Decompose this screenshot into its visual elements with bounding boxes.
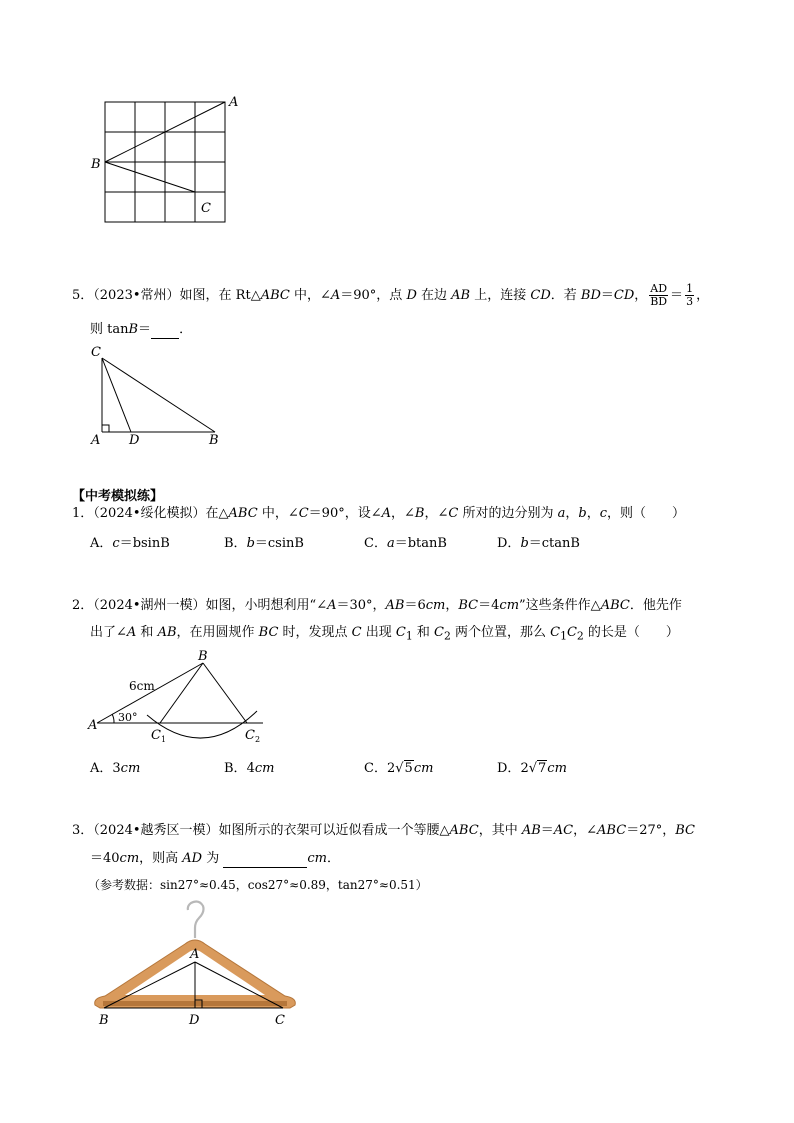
q5-line1: 5．（2023•常州）如图，在 Rt△ABC 中，∠A＝90°，点 D 在边 AB 上，连接 CD．若 BD＝CD， $\frac{AD}{BD}$ ＝ $\frac{1}{3}$ ， (72, 282, 710, 308)
grid-label-a: A (229, 95, 239, 110)
q3-reference-data: （参考数据：sin27°≈0.45，cos27°≈0.89，tan27°≈0.51） (88, 878, 428, 892)
q5-label-a: A (91, 433, 101, 448)
q1-option-b[interactable]: B．b＝csinB (224, 536, 304, 551)
q3-answer-blank[interactable] (223, 849, 307, 868)
grid-figure (85, 92, 245, 232)
q2-sqrt7: √7 (528, 761, 547, 776)
q5-line2: 则 tanB＝ ． (90, 322, 193, 337)
q3-label-a: A (190, 947, 200, 962)
q2-option-b[interactable]: B．4cm (224, 761, 275, 776)
q3-stem-line2: ＝40cm，则高 AD 为 cm． (90, 851, 340, 866)
q5-label-b: B (209, 433, 219, 448)
q3-label-b: B (99, 1013, 109, 1028)
q3-label-c: C (275, 1013, 285, 1028)
q1-option-d[interactable]: D．b＝ctanB (497, 536, 580, 551)
q5-label-d: D (129, 433, 140, 448)
q2-label-a: A (88, 718, 98, 733)
q1-stem: 1．（2024•绥化模拟）在△ABC 中，∠C＝90°，设∠A，∠B，∠C 所对的边分别为 a，b，c，则（ ） (72, 506, 686, 521)
q2-stem-line2: 出了∠A 和 AB，在用圆规作 BC 时，发现点 C 出现 $C_1$ 和 $C_2$ 两个位置，那么 $C_1C_2$ 的长是（ ） (90, 625, 679, 643)
q2-stem-line1: 2．（2024•湖州一模）如图，小明想利用“∠A＝30°，AB＝6cm，BC＝4cm”这些条件作△ABC．他先作 (72, 598, 682, 613)
q2-label-c2: $C_2$ (245, 728, 261, 744)
q2-label-30deg: 30° (118, 711, 138, 724)
q2-label-b: B (198, 649, 208, 664)
q1-option-a[interactable]: A．c＝bsinB (90, 536, 170, 551)
q5-label-c: C (91, 345, 101, 360)
q5-triangle-figure (85, 340, 235, 450)
section-title: 【中考模拟练】 (72, 489, 164, 504)
q2-option-a[interactable]: A．3cm (90, 761, 141, 776)
q5-fraction-1-3: $\frac{1}{3}$ (686, 282, 694, 308)
hanger-hook (188, 902, 204, 938)
q3-hanger-figure (85, 900, 305, 1030)
q2-option-d[interactable]: D．2√7cm (497, 761, 567, 776)
q5-answer-blank[interactable] (151, 320, 179, 339)
q3-stem-line1: 3．（2024•越秀区一模）如图所示的衣架可以近似看成一个等腰△ABC，其中 AB＝AC，∠ABC＝27°，BC (72, 823, 695, 838)
grid-label-b: B (91, 157, 101, 172)
q2-option-c[interactable]: C．2√5cm (364, 761, 434, 776)
q2-label-c1: $C_1$ (151, 728, 167, 744)
q2-compass-figure (85, 645, 275, 745)
q2-label-6cm: 6cm (129, 679, 155, 693)
q1-option-c[interactable]: C．a＝btanB (364, 536, 447, 551)
q2-sqrt5: √5 (395, 761, 413, 776)
q5-fraction-ad-bd: $\frac{AD}{BD}$ (650, 282, 668, 308)
grid-label-c: C (201, 201, 211, 216)
q3-label-d: D (189, 1013, 200, 1028)
